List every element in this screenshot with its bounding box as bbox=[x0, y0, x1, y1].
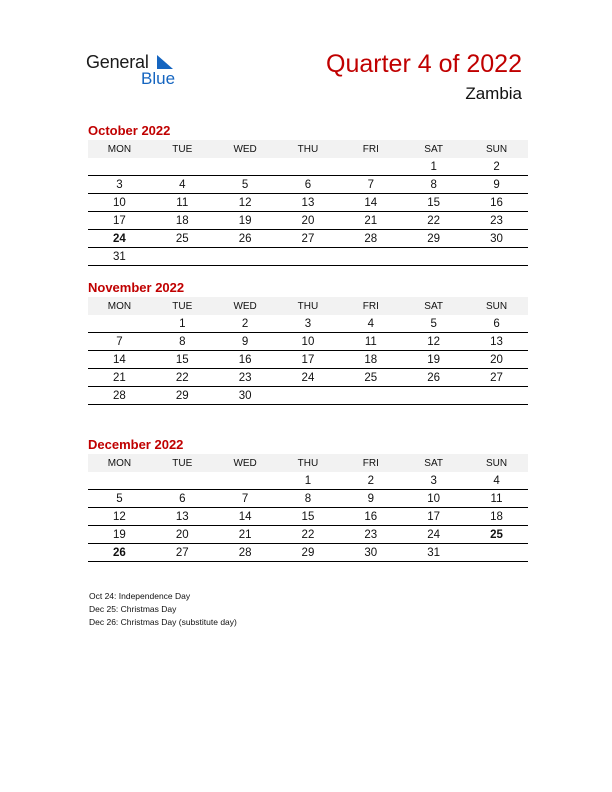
day-cell: 23 bbox=[465, 212, 528, 230]
day-cell: 20 bbox=[277, 212, 340, 230]
day-cell: 5 bbox=[402, 315, 465, 333]
day-cell: 2 bbox=[339, 472, 402, 490]
day-cell bbox=[465, 248, 528, 266]
day-cell: 22 bbox=[151, 369, 214, 387]
day-cell: 11 bbox=[339, 333, 402, 351]
day-cell: 21 bbox=[214, 526, 277, 544]
day-cell: 29 bbox=[402, 230, 465, 248]
day-cell: 1 bbox=[402, 158, 465, 176]
day-cell: 16 bbox=[465, 194, 528, 212]
day-cell: 16 bbox=[214, 351, 277, 369]
country-name: Zambia bbox=[465, 84, 522, 103]
day-cell: 18 bbox=[151, 212, 214, 230]
week-row bbox=[88, 544, 528, 562]
day-cell: 11 bbox=[465, 490, 528, 508]
day-cell: 19 bbox=[88, 526, 151, 544]
day-cell: 7 bbox=[88, 333, 151, 351]
week-row bbox=[88, 351, 528, 369]
day-cell bbox=[277, 158, 340, 176]
day-cell: 4 bbox=[151, 176, 214, 194]
month-title: December 2022 bbox=[88, 437, 184, 452]
day-cell: 15 bbox=[151, 351, 214, 369]
weekday-header-row bbox=[88, 140, 528, 158]
week-row bbox=[88, 315, 528, 333]
day-cell: 14 bbox=[88, 351, 151, 369]
weekday-header: THU bbox=[277, 454, 340, 472]
weekday-header-row bbox=[88, 454, 528, 472]
day-cell: 9 bbox=[214, 333, 277, 351]
day-cell: 24 bbox=[402, 526, 465, 544]
day-cell: 10 bbox=[402, 490, 465, 508]
month-november bbox=[88, 279, 528, 405]
day-cell bbox=[339, 158, 402, 176]
page-title: Quarter 4 of 2022 bbox=[326, 50, 522, 78]
day-cell: 23 bbox=[214, 369, 277, 387]
day-cell: 7 bbox=[339, 176, 402, 194]
day-cell bbox=[88, 158, 151, 176]
day-cell: 12 bbox=[214, 194, 277, 212]
day-cell: 15 bbox=[402, 194, 465, 212]
month-december bbox=[88, 436, 528, 562]
day-cell: 26 bbox=[402, 369, 465, 387]
day-cell: 19 bbox=[402, 351, 465, 369]
week-row bbox=[88, 526, 528, 544]
week-row bbox=[88, 369, 528, 387]
day-cell: 18 bbox=[465, 508, 528, 526]
day-cell: 19 bbox=[214, 212, 277, 230]
day-cell: 20 bbox=[465, 351, 528, 369]
day-cell: 30 bbox=[339, 544, 402, 562]
day-cell bbox=[277, 387, 340, 405]
day-cell: 10 bbox=[88, 194, 151, 212]
day-cell: 11 bbox=[151, 194, 214, 212]
weekday-header: WED bbox=[214, 297, 277, 315]
day-cell: 25 bbox=[151, 230, 214, 248]
day-cell: 9 bbox=[339, 490, 402, 508]
day-cell: 3 bbox=[402, 472, 465, 490]
day-cell: 8 bbox=[402, 176, 465, 194]
weekday-header: TUE bbox=[151, 297, 214, 315]
day-cell: 27 bbox=[465, 369, 528, 387]
day-cell: 3 bbox=[277, 315, 340, 333]
week-row bbox=[88, 194, 528, 212]
day-cell: 2 bbox=[465, 158, 528, 176]
day-cell: 30 bbox=[214, 387, 277, 405]
day-cell: 9 bbox=[465, 176, 528, 194]
day-cell bbox=[339, 248, 402, 266]
day-cell: 13 bbox=[151, 508, 214, 526]
calendar-table bbox=[88, 297, 528, 405]
generalblue-logo bbox=[86, 52, 196, 92]
day-cell: 5 bbox=[214, 176, 277, 194]
weekday-header: SUN bbox=[465, 140, 528, 158]
weekday-header: TUE bbox=[151, 140, 214, 158]
day-cell: 1 bbox=[151, 315, 214, 333]
day-cell: 28 bbox=[88, 387, 151, 405]
logo-general-text: General bbox=[86, 52, 149, 72]
day-cell: 5 bbox=[88, 490, 151, 508]
month-title: October 2022 bbox=[88, 123, 171, 138]
day-cell: 15 bbox=[277, 508, 340, 526]
day-cell: 12 bbox=[402, 333, 465, 351]
day-cell bbox=[88, 315, 151, 333]
day-cell: 20 bbox=[151, 526, 214, 544]
day-cell bbox=[402, 387, 465, 405]
day-cell: 17 bbox=[402, 508, 465, 526]
calendar-table bbox=[88, 140, 528, 266]
day-cell: 22 bbox=[277, 526, 340, 544]
day-cell: 17 bbox=[277, 351, 340, 369]
calendar-table bbox=[88, 454, 528, 562]
day-cell bbox=[277, 248, 340, 266]
day-cell: 31 bbox=[88, 248, 151, 266]
day-cell: 1 bbox=[277, 472, 340, 490]
week-row bbox=[88, 248, 528, 266]
day-cell: 31 bbox=[402, 544, 465, 562]
week-row bbox=[88, 508, 528, 526]
weekday-header: SAT bbox=[402, 454, 465, 472]
day-cell: 28 bbox=[214, 544, 277, 562]
week-row bbox=[88, 490, 528, 508]
day-cell: 27 bbox=[277, 230, 340, 248]
day-cell: 30 bbox=[465, 230, 528, 248]
day-cell bbox=[214, 248, 277, 266]
day-cell: 8 bbox=[277, 490, 340, 508]
day-cell bbox=[151, 158, 214, 176]
logo-blue-text: Blue bbox=[141, 69, 176, 88]
weekday-header: WED bbox=[214, 454, 277, 472]
day-cell: 21 bbox=[339, 212, 402, 230]
weekday-header: WED bbox=[214, 140, 277, 158]
holiday-notes bbox=[89, 590, 237, 629]
day-cell: 10 bbox=[277, 333, 340, 351]
weekday-header: MON bbox=[88, 454, 151, 472]
day-cell: 24 bbox=[277, 369, 340, 387]
weekday-header: SUN bbox=[465, 454, 528, 472]
logo-triangle-icon bbox=[157, 55, 173, 69]
month-october bbox=[88, 122, 528, 266]
day-cell bbox=[214, 472, 277, 490]
holiday-note: Dec 25: Christmas Day bbox=[89, 604, 177, 614]
day-cell: 25 bbox=[465, 526, 528, 544]
day-cell: 27 bbox=[151, 544, 214, 562]
holiday-note: Oct 24: Independence Day bbox=[89, 591, 191, 601]
day-cell: 29 bbox=[151, 387, 214, 405]
day-cell bbox=[151, 472, 214, 490]
day-cell bbox=[214, 158, 277, 176]
day-cell: 13 bbox=[277, 194, 340, 212]
weekday-header: FRI bbox=[339, 297, 402, 315]
day-cell: 3 bbox=[88, 176, 151, 194]
day-cell: 18 bbox=[339, 351, 402, 369]
weekday-header-row bbox=[88, 297, 528, 315]
week-row bbox=[88, 230, 528, 248]
day-cell: 4 bbox=[339, 315, 402, 333]
day-cell: 2 bbox=[214, 315, 277, 333]
day-cell: 25 bbox=[339, 369, 402, 387]
day-cell: 26 bbox=[214, 230, 277, 248]
weekday-header: TUE bbox=[151, 454, 214, 472]
holiday-note: Dec 26: Christmas Day (substitute day) bbox=[89, 617, 237, 627]
day-cell bbox=[402, 248, 465, 266]
day-cell: 7 bbox=[214, 490, 277, 508]
day-cell: 14 bbox=[214, 508, 277, 526]
week-row bbox=[88, 472, 528, 490]
week-row bbox=[88, 387, 528, 405]
day-cell bbox=[151, 248, 214, 266]
weekday-header: MON bbox=[88, 297, 151, 315]
day-cell: 12 bbox=[88, 508, 151, 526]
day-cell: 17 bbox=[88, 212, 151, 230]
day-cell: 29 bbox=[277, 544, 340, 562]
day-cell: 14 bbox=[339, 194, 402, 212]
day-cell: 24 bbox=[88, 230, 151, 248]
day-cell: 23 bbox=[339, 526, 402, 544]
day-cell: 22 bbox=[402, 212, 465, 230]
week-row bbox=[88, 212, 528, 230]
weekday-header: FRI bbox=[339, 140, 402, 158]
week-row bbox=[88, 333, 528, 351]
weekday-header: THU bbox=[277, 140, 340, 158]
day-cell: 6 bbox=[151, 490, 214, 508]
day-cell: 21 bbox=[88, 369, 151, 387]
weekday-header: MON bbox=[88, 140, 151, 158]
day-cell: 26 bbox=[88, 544, 151, 562]
weekday-header: THU bbox=[277, 297, 340, 315]
day-cell: 13 bbox=[465, 333, 528, 351]
week-row bbox=[88, 176, 528, 194]
weekday-header: SAT bbox=[402, 297, 465, 315]
day-cell: 6 bbox=[277, 176, 340, 194]
month-title: November 2022 bbox=[88, 280, 185, 295]
day-cell bbox=[88, 472, 151, 490]
day-cell bbox=[465, 544, 528, 562]
weekday-header: FRI bbox=[339, 454, 402, 472]
day-cell bbox=[339, 387, 402, 405]
day-cell: 4 bbox=[465, 472, 528, 490]
day-cell: 28 bbox=[339, 230, 402, 248]
day-cell: 8 bbox=[151, 333, 214, 351]
weekday-header: SUN bbox=[465, 297, 528, 315]
week-row bbox=[88, 158, 528, 176]
day-cell: 16 bbox=[339, 508, 402, 526]
day-cell: 6 bbox=[465, 315, 528, 333]
weekday-header: SAT bbox=[402, 140, 465, 158]
day-cell bbox=[465, 387, 528, 405]
